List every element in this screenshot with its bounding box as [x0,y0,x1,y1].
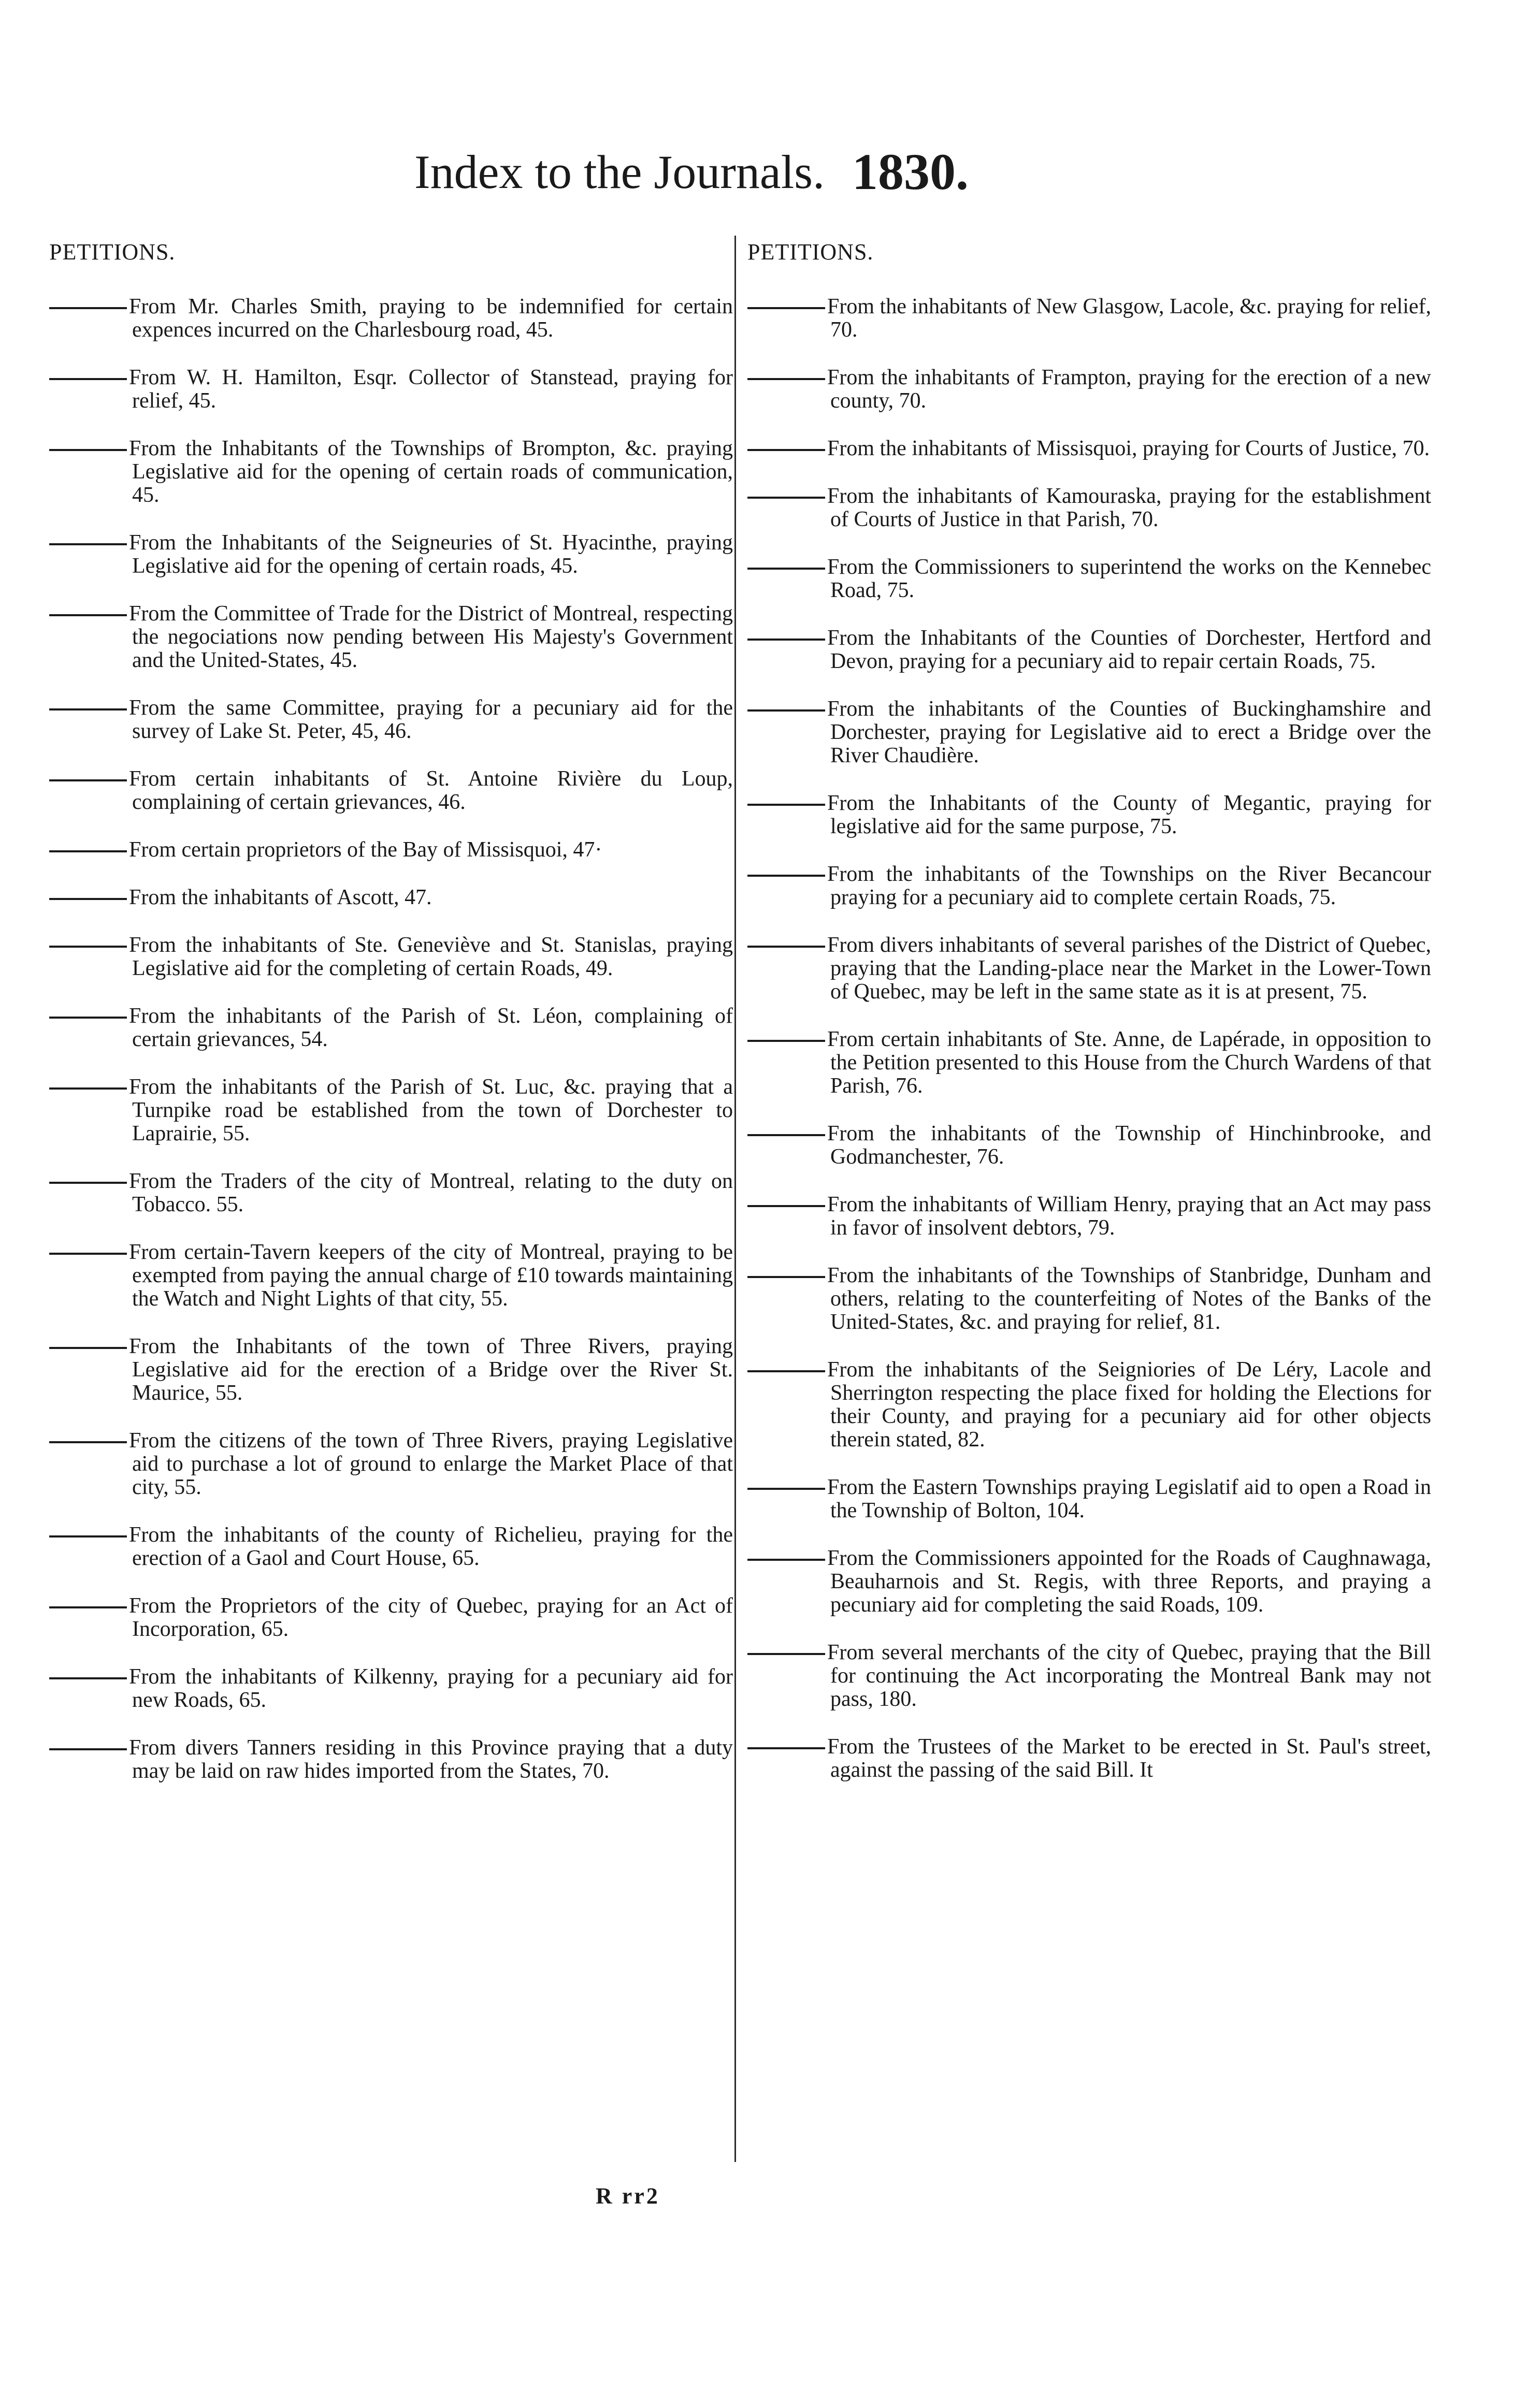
entry-text: From the Inhabitants of the Townships of Brompton, &c. praying Legislative aid for the opening of certain roads of communication, 45. [129,437,733,507]
entry-text: From the inhabitants of the Township of Hinchinbrooke, and Godmanchester, 76. [827,1122,1431,1169]
entry-text: From several merchants of the city of Quebec, praying that the Bill for continuing the Act incorporating the Montreal Bank may not pass, 180. [827,1641,1431,1711]
petition-entry [49,602,733,672]
entry-dash [747,639,825,641]
entry-text: From the inhabitants of Ste. Geneviève and St. Stanislas, praying Legislative aid for the completing of certain Roads, 49. [129,933,733,980]
entry-dash [49,946,127,948]
entry-text: From the citizens of the town of Three Rivers, praying Legislative aid to purchase a lot of ground to enlarge the Market Place of that city, 55. [129,1429,733,1499]
entry-dash [49,898,127,900]
entry-text: From the inhabitants of the Counties of Buckinghamshire and Dorchester, praying for Legislative aid to erect a Bridge over the River Chaudière. [827,697,1431,767]
entry-dash [747,709,825,712]
entry-text: From the same Committee, praying for a pecuniary aid for the survey of Lake St. Peter, 45, 46. [129,696,733,743]
entry-dash [49,378,127,380]
petition-entry [49,1736,733,1783]
petition-entry [747,1193,1431,1240]
petition-entry [49,295,733,342]
entry-text: From the inhabitants of Kamouraska, praying for the establishment of Courts of Justice in that Parish, 70. [827,484,1431,531]
petition-entry [747,295,1431,342]
entry-dash [49,850,127,852]
entry-text: From W. H. Hamilton, Esqr. Collector of Stanstead, praying for relief, 45. [129,366,733,413]
entry-text: From certain-Tavern keepers of the city of Montreal, praying to be exempted from paying the annual charge of £10 towards maintaining the Watch and Night Lights of that city, 55. [129,1240,733,1311]
page-title: Index to the Journals. [414,146,825,198]
entry-text: From Mr. Charles Smith, praying to be indemnified for certain expences incurred on the Charlesbourg road, 45. [129,295,733,342]
entry-dash [747,1134,825,1136]
entry-text: From the Commissioners to superintend the works on the Kennebec Road, 75. [827,555,1431,602]
entry-list [49,295,733,1783]
entry-dash [747,946,825,948]
petition-entry [747,1476,1431,1522]
petition-entry [747,698,1431,767]
entry-dash [747,307,825,309]
entry-dash [747,1488,825,1490]
entry-text: From the Inhabitants of the Counties of Dorchester, Hertford and Devon, praying for a pecuniary aid to repair certain Roads, 75. [827,626,1431,673]
entry-text: From the inhabitants of Kilkenny, praying for a pecuniary aid for new Roads, 65. [129,1665,733,1712]
left-column [49,238,733,1807]
entry-dash [49,614,127,616]
entry-dash [747,378,825,380]
petition-entry [747,366,1431,413]
entry-text: From divers inhabitants of several parishes of the District of Quebec, praying that the Landing-place near the Market in the Lower-Town of Quebec, may be left in the same state as it is at present, 75. [827,933,1431,1004]
petition-entry [49,437,733,507]
entry-text: From the inhabitants of the Townships on the River Becancour praying for a pecuniary aid to complete certain Roads, 75. [827,862,1431,909]
petition-entry [49,838,733,862]
entry-dash [49,1182,127,1184]
entry-dash [49,1253,127,1255]
entry-dash [49,708,127,710]
entry-dash [49,1017,127,1019]
entry-dash [49,1441,127,1443]
petition-entry [747,1358,1431,1452]
petition-entry [49,366,733,413]
petition-entry [747,627,1431,673]
entry-dash [49,449,127,451]
entry-text: From the Trustees of the Market to be erected in St. Paul's street, against the passing of the said Bill. It [827,1735,1431,1782]
entry-text: From the Proprietors of the city of Quebec, praying for an Act of Incorporation, 65. [129,1594,733,1641]
page-year: 1830. [852,143,969,200]
petition-entry [747,556,1431,602]
entry-text: From certain inhabitants of St. Antoine Rivière du Loup, complaining of certain grievances, 46. [129,767,733,814]
entry-list [747,295,1431,1782]
petition-entry [49,1005,733,1051]
entry-dash [49,1535,127,1537]
entry-text: From divers Tanners residing in this Province praying that a duty may be laid on raw hides imported from the States, 70. [129,1736,733,1783]
entry-text: From the inhabitants of the Parish of St. Léon, complaining of certain grievances, 54. [129,1004,733,1051]
petition-entry [49,1524,733,1570]
entry-dash [747,804,825,806]
entry-text: From the Inhabitants of the town of Three Rivers, praying Legislative aid for the erection of a Bridge over the River St. Maurice, 55. [129,1334,733,1405]
petition-entry [747,437,1431,460]
entry-dash [49,307,127,309]
entry-text: From the inhabitants of Ascott, 47. [129,886,432,909]
entry-dash [49,1748,127,1750]
entry-dash [747,568,825,570]
entry-text: From the Committee of Trade for the District of Montreal, respecting the negociations now pending between His Majesty's Government and the United-States, 45. [129,602,733,672]
petition-entry [747,863,1431,909]
entry-dash [49,779,127,781]
entry-dash [49,1606,127,1608]
entry-dash [49,1347,127,1349]
petition-entry [747,1641,1431,1711]
petition-entry [49,1429,733,1499]
entry-text: From certain inhabitants of Ste. Anne, de Lapérade, in opposition to the Petition presented to this House from the Church Wardens of that Parish, 76. [827,1027,1431,1098]
entry-dash [747,1205,825,1207]
petition-entry [49,934,733,980]
petition-entry [747,1264,1431,1334]
petition-entry [49,1076,733,1145]
entry-text: From the Commissioners appointed for the Roads of Caughnawaga, Beauharnois and St. Regis, with three Reports, and praying a pecuniary aid for completing the said Roads, 109. [827,1546,1431,1617]
right-column [747,238,1431,1806]
entry-dash [747,875,825,877]
petition-entry [49,531,733,578]
entry-dash [747,449,825,451]
entry-dash [49,1087,127,1090]
column-divider [734,236,736,2162]
petition-entry [49,767,733,814]
entry-text: From the inhabitants of the Parish of St. Luc, &c. praying that a Turnpike road be established from the town of Dorchester to Laprairie, 55. [129,1075,733,1145]
petition-entry [49,697,733,743]
entry-text: From certain proprietors of the Bay of Missisquoi, 47· [129,838,602,862]
entry-text: From the inhabitants of the Townships of Stanbridge, Dunham and others, relating to the counterfeiting of Notes of the Banks of the United-States, &c. and praying for relief, 81. [827,1264,1431,1334]
petition-entry [49,1594,733,1641]
entry-text: From the inhabitants of Frampton, praying for the erection of a new county, 70. [827,366,1431,413]
entry-dash [747,1370,825,1372]
entry-text: From the Inhabitants of the Seigneuries of St. Hyacinthe, praying Legislative aid for the opening of certain roads, 45. [129,531,733,578]
entry-dash [747,1653,825,1655]
petition-entry [747,1028,1431,1098]
entry-text: From the inhabitants of New Glasgow, Lacole, &c. praying for relief, 70. [827,295,1431,342]
petition-entry [747,792,1431,838]
column-heading: PETITIONS. [747,239,874,265]
petition-entry [49,1665,733,1712]
entry-text: From the inhabitants of the Seigniories of De Léry, Lacole and Sherrington respecting the place fixed for holding the Elections for their County, and praying for a pecuniary aid for other objects therein stated, 82. [827,1358,1431,1452]
entry-dash [747,1276,825,1278]
entry-dash [747,1559,825,1561]
petition-entry [747,934,1431,1004]
petition-entry [49,886,733,909]
petition-entry [49,1335,733,1405]
petition-entry [747,1122,1431,1169]
entry-dash [49,543,127,545]
entry-text: From the Traders of the city of Montreal, relating to the duty on Tobacco. 55. [129,1169,733,1216]
petition-entry [49,1241,733,1311]
signature-mark: R rr2 [596,2183,660,2209]
petition-entry [49,1170,733,1216]
entry-dash [49,1677,127,1679]
entry-text: From the inhabitants of the county of Richelieu, praying for the erection of a Gaol and Court House, 65. [129,1523,733,1570]
entry-text: From the inhabitants of William Henry, praying that an Act may pass in favor of insolvent debtors, 79. [827,1193,1431,1240]
entry-dash [747,497,825,499]
petition-entry [747,485,1431,531]
entry-text: From the inhabitants of Missisquoi, praying for Courts of Justice, 70. [827,437,1430,460]
petition-entry [747,1735,1431,1782]
entry-text: From the Eastern Townships praying Legislatif aid to open a Road in the Township of Bolton, 104. [827,1475,1431,1522]
entry-dash [747,1040,825,1042]
petition-entry [747,1547,1431,1617]
entry-dash [747,1747,825,1749]
column-heading: PETITIONS. [49,239,176,265]
entry-text: From the Inhabitants of the County of Megantic, praying for legislative aid for the same purpose, 75. [827,791,1431,838]
